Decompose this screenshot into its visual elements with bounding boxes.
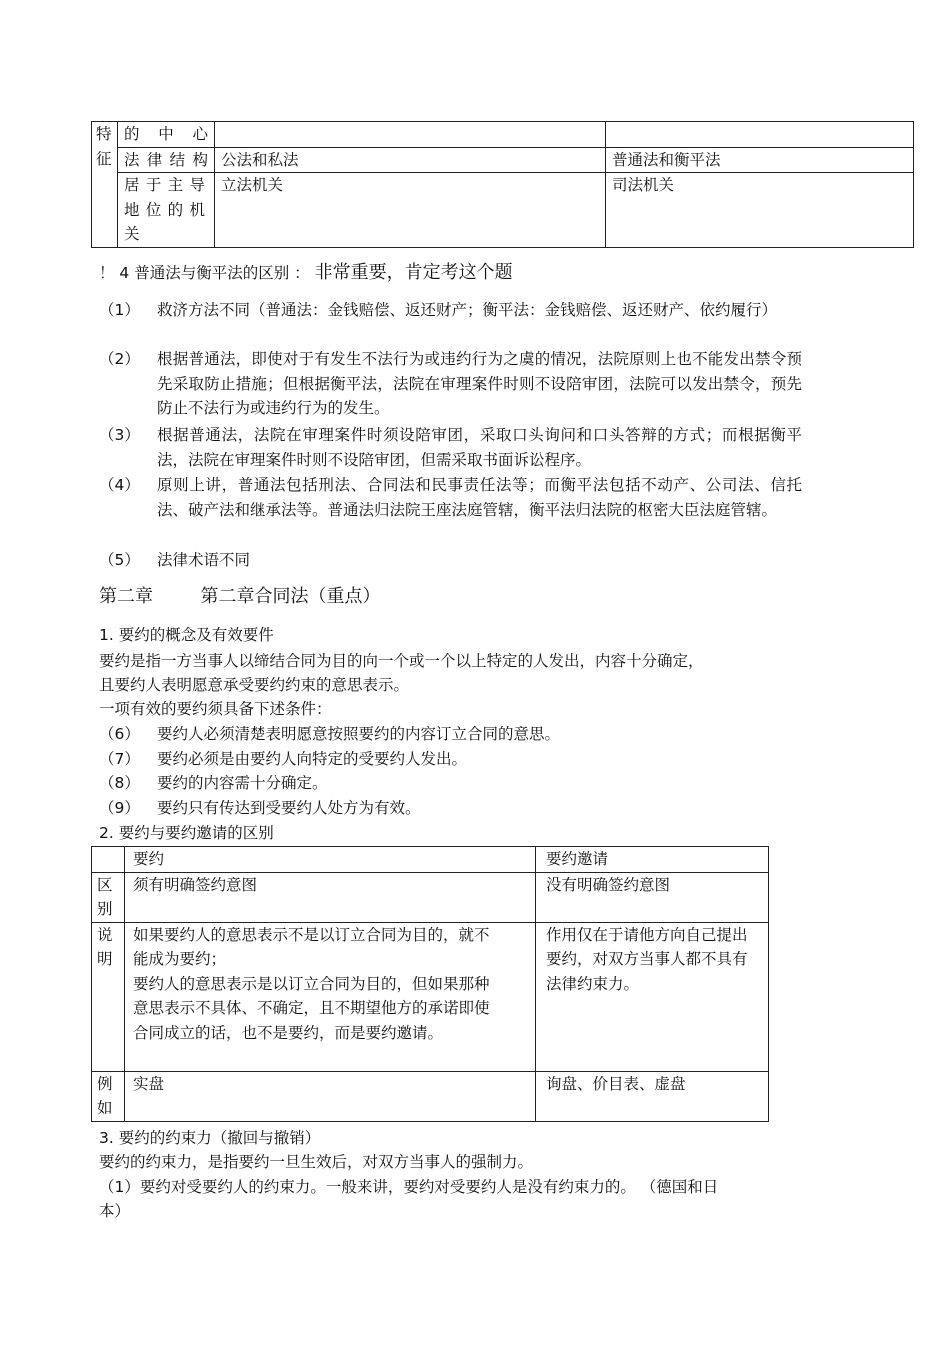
list-item — [99, 722, 819, 747]
item-number: （1） — [99, 301, 140, 319]
table-header-cell: 要约 — [125, 847, 536, 873]
list-item — [99, 548, 819, 573]
table-cell — [92, 847, 125, 873]
item-text: 法律术语不同 — [157, 551, 251, 569]
table-cell: 司法机关 — [606, 173, 914, 248]
paragraph-line: 本） — [99, 1202, 131, 1220]
row-label-cell: 说 明 — [92, 922, 125, 1071]
table-cell: 法律结构 — [118, 147, 215, 173]
paragraph-line: 要约是指一方当事人以缔结合同为目的向一个或一个以上特定的人发出，内容十分确定， — [99, 652, 704, 670]
table-row — [92, 147, 914, 173]
table-row — [92, 872, 769, 922]
table-cell: 询盘、价目表、虚盘 — [536, 1071, 769, 1121]
heading-emphasis: 非常重要，肯定考这个题 — [314, 262, 513, 283]
subsection-heading: 2. 要约与要约邀请的区别 — [99, 824, 274, 842]
item-number: （3） — [99, 426, 140, 444]
item-number: （7） — [99, 750, 140, 768]
table-cell — [215, 122, 606, 148]
table-row — [92, 1071, 769, 1121]
table-header-cell: 要约邀请 — [536, 847, 769, 873]
item-number: （5） — [99, 551, 140, 569]
list-item — [99, 423, 819, 472]
item-text: 要约只有传达到受要约人处方为有效。 — [157, 799, 421, 817]
heading-prefix: ！ 4 普通法与衡平法的区别 ： — [99, 264, 310, 282]
table-cell: 公法和私法 — [215, 147, 606, 173]
offer-comparison-table — [91, 846, 769, 1122]
list-item — [99, 473, 819, 522]
table-cell: 没有明确签约意图 — [536, 872, 769, 922]
feature-label-cell: 特 征 — [92, 122, 118, 248]
table-cell: 作用仅在于请他方向自己提出要约，对双方当事人都不具有法律约束力。 — [536, 922, 769, 1071]
section-heading — [99, 261, 513, 286]
list-item — [99, 747, 819, 772]
item-number: （4） — [99, 476, 140, 494]
list-item — [99, 298, 819, 323]
subsection-heading: 3. 要约的约束力（撤回与撤销） — [99, 1129, 321, 1147]
item-text: 根据普通法，法院在审理案件时须设陪审团，采取口头询问和口头答辩的方式；而根据衡平法，法院在审理案件时则不设陪审团，但需采取书面诉讼程序。 — [157, 426, 802, 469]
table-row — [92, 922, 769, 1071]
paragraph-line: 且要约人表明愿意承受要约约束的意思表示。 — [99, 676, 410, 694]
list-item — [99, 796, 819, 821]
table-cell: 须有明确签约意图 — [125, 872, 536, 922]
item-number: （9） — [99, 799, 140, 817]
chapter-title: 第二章合同法（重点） — [200, 586, 381, 607]
chapter-heading — [99, 585, 380, 610]
table-cell: 如果要约人的意思表示不是以订立合同为目的，就不能成为要约； 要约人的意思表示是以订立合同为目的，但如果那种意思表示不具体、不确定，且不期望他方的承诺即使合同成立的话，也不是要约，而是要约邀请。 — [125, 922, 536, 1071]
item-text: 要约的内容需十分确定。 — [157, 774, 328, 792]
chapter-label: 第二章 — [99, 586, 153, 607]
row-label-cell: 例 如 — [92, 1071, 125, 1121]
item-text: 根据普通法，即使对于有发生不法行为或违约行为之虞的情况，法院原则上也不能发出禁令预先采取防止措施；但根据衡平法，法院在审理案件时则不设陪审团，法院可以发出禁令，预先防止不法行为或违约行为的发生。 — [157, 350, 802, 417]
table-cell: 的中心 — [118, 122, 215, 148]
table-cell — [606, 122, 914, 148]
item-text: 救济方法不同（普通法：金钱赔偿、返还财产；衡平法：金钱赔偿、返还财产、依约履行） — [157, 301, 778, 319]
table-cell: 普通法和衡平法 — [606, 147, 914, 173]
item-text: 原则上讲，普通法包括刑法、合同法和民事责任法等；而衡平法包括不动产、公司法、信托法、破产法和继承法等。普通法归法院王座法庭管辖，衡平法归法院的枢密大臣法庭管辖。 — [157, 476, 802, 519]
item-text: 要约人必须清楚表明愿意按照要约的内容订立合同的意思。 — [157, 725, 561, 743]
table-row — [92, 122, 914, 148]
item-number: （6） — [99, 725, 140, 743]
legal-system-table — [91, 121, 914, 248]
paragraph-line: 一项有效的要约须具备下述条件： — [99, 700, 332, 718]
table-header-row — [92, 847, 769, 873]
item-number: （2） — [99, 350, 140, 368]
table-cell: 实盘 — [125, 1071, 536, 1121]
table-row — [92, 173, 914, 248]
subsection-heading: 1. 要约的概念及有效要件 — [99, 626, 274, 644]
list-item — [99, 347, 819, 421]
paragraph-line: （1）要约对受要约人的约束力。一般来讲，要约对受要约人是没有约束力的。 （德国和日 — [99, 1178, 719, 1196]
table-cell: 居于主导地位的机关 — [118, 173, 215, 248]
paragraph-line: 要约的约束力，是指要约一旦生效后，对双方当事人的强制力。 — [99, 1153, 534, 1171]
item-text: 要约必须是由要约人向特定的受要约人发出。 — [157, 750, 468, 768]
table-cell: 立法机关 — [215, 173, 606, 248]
row-label-cell: 区 别 — [92, 872, 125, 922]
list-item — [99, 771, 819, 796]
item-number: （8） — [99, 774, 140, 792]
